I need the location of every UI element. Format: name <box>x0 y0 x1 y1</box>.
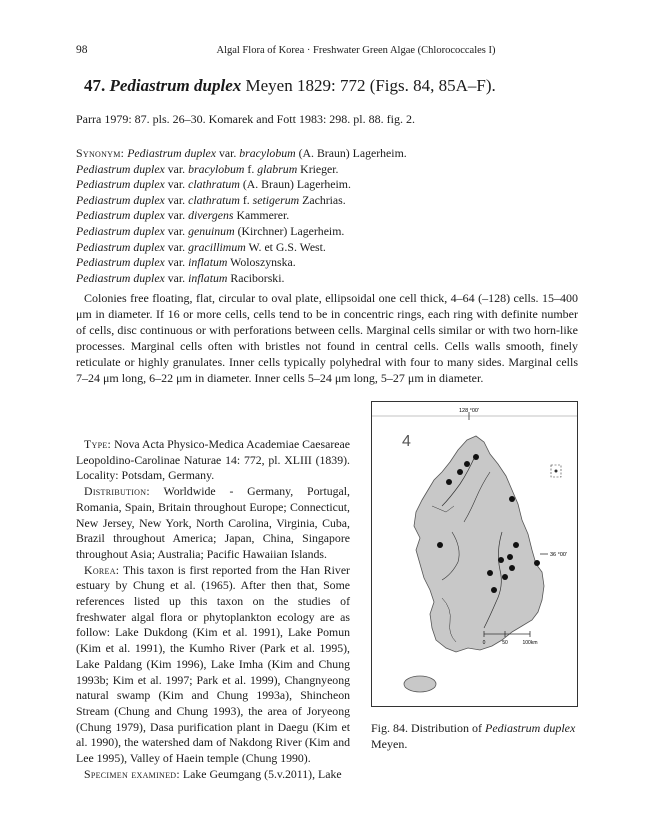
korea-text: This taxon is first reported from the Han River estuary by Chung et al. (1965). After then that, Some references listed up this taxon on the studies of freshwater algal flora or phytoplankton ecology are as follow: Lake Dukdong (Kim et al. 1991), Lake Pomun (Kim et al. 1991), the Kumho River (Park et al. 1995), Lake Paldang (Kim 1996), Lake Imha (Kim and Chung 1993b; Kim et al. 1997; Park et al. 1999), Changnyeong natural swamp (Kim and Chung 1993a), Shincheon Stream (Chung and Chung 1993), the area of Joryeong (Chung 1979), Dasa purification plant in Daegu (Kim et al. 1990), the watershed dam of Nakdong River (Kim and Lee 1995), Valley of Haein temple (Chung 1990). <box>76 562 350 766</box>
species-heading <box>84 76 496 96</box>
synonym-epithet: bracylobum <box>188 161 245 176</box>
synonym-rank: var. <box>167 223 186 238</box>
synonym-author: Krieger. <box>300 161 339 176</box>
synonym-author: (A. Braun) Lagerheim. <box>298 146 407 160</box>
caption-species: Pediastrum duplex <box>485 721 576 735</box>
synonym-epithet: genuinum <box>188 223 235 238</box>
synonym-genus-species: Pediastrum duplex <box>76 177 165 192</box>
distribution-paragraph <box>76 484 350 563</box>
synonym-rank: var. <box>167 239 186 254</box>
synonym-author: Woloszynska. <box>230 255 296 270</box>
synonym-genus-species: Pediastrum duplex <box>76 161 165 176</box>
latitude-label: 36 °00' <box>550 552 568 558</box>
korea-peninsula-shape <box>414 436 544 652</box>
synonym-epithet: gracillimum <box>188 239 246 254</box>
species-description <box>76 290 578 386</box>
synonym-epithet: clathratum <box>188 177 240 192</box>
species-authority: Meyen 1829: 772 (Figs. 84, 85A–F). <box>245 76 496 95</box>
synonym-line <box>76 208 407 224</box>
description-text: Colonies free floating, flat, circular to oval plate, ellipsoidal one cell thick, 4–64 (–128) cells. 15–400 μm in diameter. If 16 or more cells, cells tend to be in concentric rings, each ring with definite number of cells, disc continuous or with perforations between cells. Marginal cells similar or with two horn-like processes. Marginal cells often with bristles not found in central cells. Cells walls smooth, finely reticulate or highly granulates. Inner cells typically polyhedral with four to many sides. Marginal cells 7–24 μm long, 6–22 μm in diameter. Inner cells 5–24 μm long, 5–27 μm in diameter. <box>76 291 578 385</box>
synonym-author: Zachrias. <box>302 192 346 207</box>
synonym-epithet: divergens <box>188 208 234 223</box>
scale-label-0: 0 <box>482 640 486 646</box>
locality-dot <box>473 454 479 460</box>
korea-map-svg <box>372 402 577 706</box>
running-header: Algal Flora of Korea · Freshwater Green Algae (Chlorococcales I) <box>216 45 496 56</box>
synonym-genus-species: Pediastrum duplex <box>76 192 165 207</box>
korea-label: Korea: <box>84 562 120 577</box>
locality-dot <box>446 479 452 485</box>
synonym-genus-species: Pediastrum duplex <box>127 146 216 160</box>
synonym-author: W. et G.S. West. <box>248 239 326 254</box>
caption-author: Meyen. <box>371 737 408 751</box>
ulleung-island <box>555 470 558 473</box>
synonym-epithet: inflatum <box>188 255 228 270</box>
locality-dot <box>437 542 443 548</box>
synonym-rank: var. <box>167 177 186 192</box>
literature-references: Parra 1979: 87. pls. 26–30. Komarek and Fott 1983: 298. pl. 88. fig. 2. <box>76 112 415 126</box>
species-name: Pediastrum duplex <box>109 76 242 95</box>
synonym-rank: var. <box>167 255 186 270</box>
synonym-line <box>76 240 407 256</box>
synonym-line <box>76 224 407 240</box>
distribution-label: Distribution: <box>84 484 150 499</box>
synonym-genus-species: Pediastrum duplex <box>76 223 165 238</box>
synonym-line <box>76 255 407 271</box>
type-paragraph <box>76 437 350 484</box>
type-text: Nova Acta Physico-Medica Academiae Caesareae Leopoldino-Carolinae Naturae 14: 772, pl. XLIII (1839). Locality: Potsdam, Germany. <box>76 437 350 483</box>
figure-caption <box>371 720 581 752</box>
synonym-label: Synonym: <box>76 146 125 160</box>
locality-dot <box>513 542 519 548</box>
locality-dot <box>502 574 508 580</box>
specimen-label: Specimen examined: <box>84 766 180 781</box>
synonym-rank2: f. <box>247 161 255 176</box>
synonym-rank2: f. <box>242 192 250 207</box>
locality-dot <box>509 565 515 571</box>
locality-dot <box>509 496 515 502</box>
map-corner-mark: 4 <box>402 433 411 450</box>
species-number: 47. <box>84 76 106 95</box>
synonym-genus-species: Pediastrum duplex <box>76 208 165 223</box>
synonym-rank: var. <box>167 192 186 207</box>
synonym-line <box>76 193 407 209</box>
synonym-epithet: inflatum <box>188 270 228 285</box>
korea-paragraph <box>76 563 350 767</box>
synonym-rank: var. <box>167 270 186 285</box>
locality-dot <box>457 469 463 475</box>
synonym-author: (A. Braun) Lagerheim. <box>242 177 351 192</box>
caption-text: Distribution of <box>411 721 483 735</box>
scale-label-50: 50 <box>502 640 508 646</box>
locality-dot <box>498 557 504 563</box>
synonym-genus-species: Pediastrum duplex <box>76 270 165 285</box>
distribution-text: Worldwide - Germany, Portugal, Romania, Spain, Britain throughout Europe; Connecticut, New Jersey, New York, North Carolina, Virginia, Cuba, Brazil throughout America; Japan, China, Singapore throughout Asia; Australia; Pacific Hawaiian Islands. <box>76 484 350 561</box>
locality-dot <box>507 554 513 560</box>
synonym-line <box>76 177 407 193</box>
synonym-author: Raciborski. <box>230 270 285 285</box>
locality-dot <box>487 570 493 576</box>
jeju-island <box>404 676 436 692</box>
synonym-epithet2: setigerum <box>252 192 300 207</box>
locality-dot <box>464 461 470 467</box>
synonym-epithet2: glabrum <box>257 161 298 176</box>
type-label: Type: <box>84 437 112 451</box>
synonym-line <box>76 271 407 287</box>
caption-fig-label: Fig. 84. <box>371 721 409 735</box>
scale-label-100: 100km <box>522 640 538 646</box>
synonym-author: (Kirchner) Lagerheim. <box>237 223 345 238</box>
synonym-author: Kammerer. <box>236 208 290 223</box>
synonym-line <box>76 146 407 162</box>
distribution-map <box>371 401 578 707</box>
locality-dot <box>534 560 540 566</box>
synonym-epithet: bracylobum <box>239 146 296 160</box>
specimen-paragraph <box>76 767 350 783</box>
longitude-label: 128 °00' <box>458 408 480 414</box>
synonym-rank: var. <box>167 208 186 223</box>
specimen-text: Lake Geumgang (5.v.2011), Lake <box>182 766 342 781</box>
page-number: 98 <box>76 44 88 56</box>
synonym-epithet: clathratum <box>188 192 240 207</box>
synonym-list <box>76 146 407 286</box>
synonym-line <box>76 162 407 178</box>
details-column <box>76 437 350 782</box>
synonym-rank: var. <box>218 146 237 160</box>
synonym-genus-species: Pediastrum duplex <box>76 239 165 254</box>
synonym-genus-species: Pediastrum duplex <box>76 255 165 270</box>
locality-dot <box>491 587 497 593</box>
synonym-rank: var. <box>167 161 186 176</box>
